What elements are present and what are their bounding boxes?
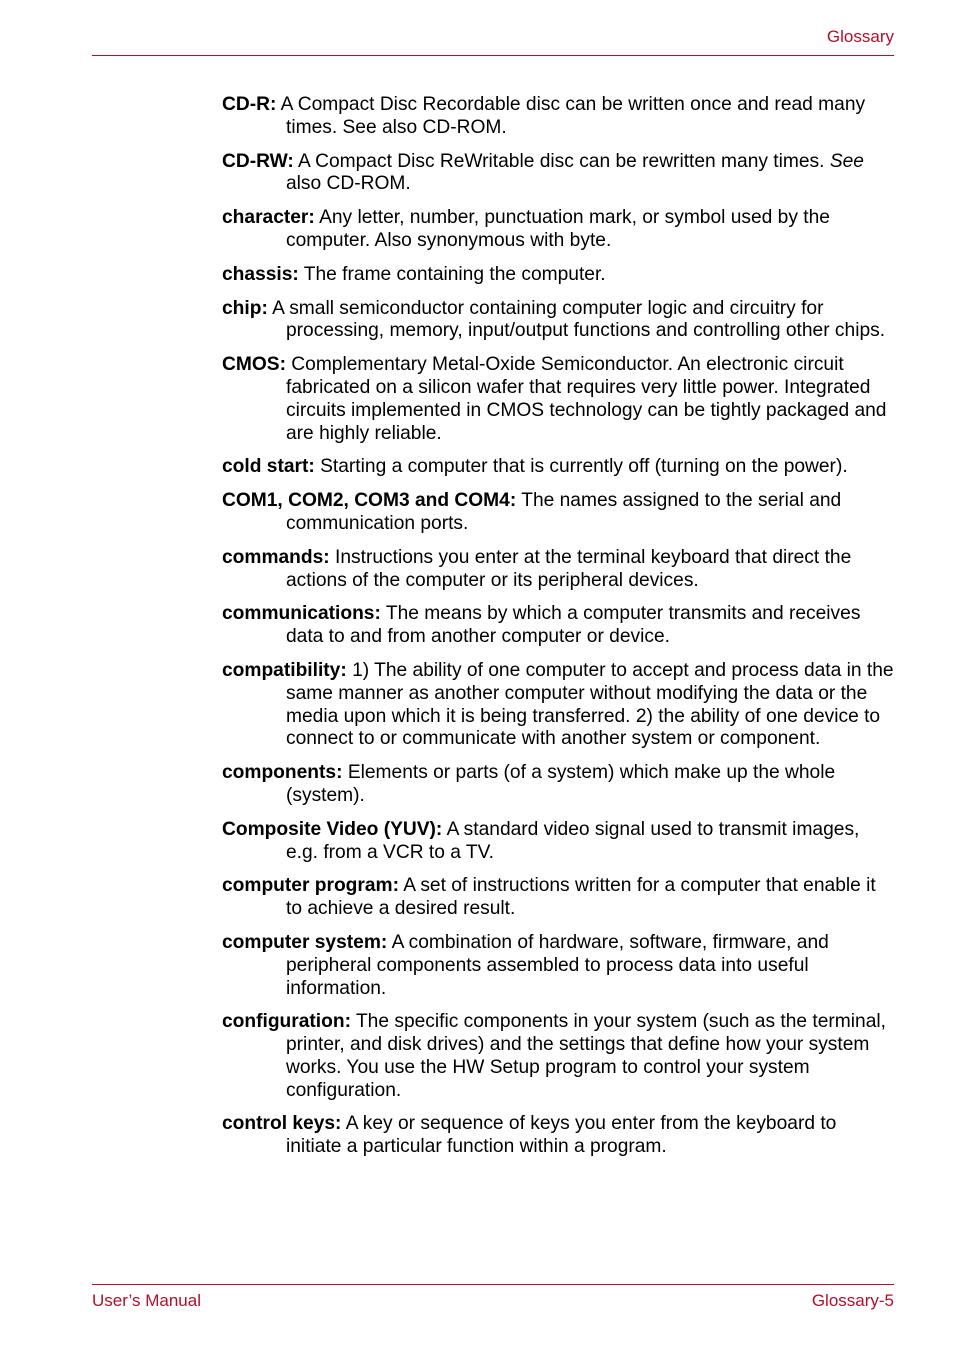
- entry-term: computer program:: [222, 875, 399, 897]
- glossary-entry: [222, 660, 894, 751]
- entry-definition: A key or sequence of keys you enter from the keyboard to initiate a particular function within a program.: [286, 1113, 837, 1158]
- glossary-entries: [222, 94, 894, 1170]
- entry-term: commands:: [222, 546, 330, 568]
- entry-term: CD-RW:: [222, 150, 294, 172]
- entry-definition: The means by which a computer transmits and receives data to and from another computer or device.: [286, 603, 861, 648]
- entry-definition: The frame containing the computer.: [303, 263, 606, 285]
- glossary-entry: [222, 298, 894, 344]
- entry-definition: A Compact Disc ReWritable disc can be rewritten many times.: [298, 150, 825, 172]
- entry-definition: A set of instructions written for a computer that enable it to achieve a desired result.: [286, 875, 876, 920]
- entry-definition: A combination of hardware, software, firmware, and peripheral components assembled to process data into useful information.: [286, 931, 829, 999]
- glossary-entry: [222, 490, 894, 536]
- glossary-entry: [222, 547, 894, 593]
- entry-definition: A standard video signal used to transmit images, e.g. from a VCR to a TV.: [286, 818, 860, 863]
- entry-term: components:: [222, 762, 343, 784]
- glossary-entry: [222, 603, 894, 649]
- entry-term: chassis:: [222, 263, 299, 285]
- glossary-entry: [222, 819, 894, 865]
- glossary-entry: [222, 932, 894, 1000]
- glossary-entry: [222, 762, 894, 808]
- entry-definition: 1) The ability of one computer to accept and process data in the same manner as another computer without modifying the data or the media upon which it is being transferred. 2) the ability of one device to connect to or communicate with another system or component.: [286, 659, 894, 750]
- entry-term: communications:: [222, 603, 381, 625]
- entry-definition: Instructions you enter at the terminal keyboard that direct the actions of the computer or its peripheral devices.: [286, 546, 852, 591]
- glossary-entry: [222, 264, 894, 287]
- header-rule: [92, 55, 894, 56]
- entry-term: computer system:: [222, 931, 388, 953]
- footer-manual-title: User’s Manual: [92, 1291, 201, 1310]
- footer-rule: [92, 1284, 894, 1285]
- entry-term: compatibility:: [222, 659, 347, 681]
- header-title: Glossary: [826, 27, 894, 46]
- entry-see-reference: See: [829, 150, 864, 172]
- glossary-entry: [222, 151, 894, 197]
- entry-definition: A small semiconductor containing computer logic and circuitry for processing, memory, input/output functions and controlling other chips.: [272, 297, 886, 342]
- entry-definition: A Compact Disc Recordable disc can be written once and read many times. See also CD-ROM.: [280, 94, 866, 138]
- glossary-entry: [222, 456, 894, 479]
- entry-definition: Elements or parts (of a system) which make up the whole (system).: [286, 762, 836, 806]
- entry-term: character:: [222, 207, 315, 229]
- entry-term: chip:: [222, 297, 268, 319]
- entry-term: COM1, COM2, COM3 and COM4:: [222, 490, 517, 512]
- entry-term: CD-R:: [222, 94, 277, 115]
- glossary-entry: [222, 875, 894, 921]
- entry-definition-continued: also CD-ROM.: [286, 173, 411, 195]
- entry-definition: Complementary Metal-Oxide Semiconductor. An electronic circuit fabricated on a silicon wafer that requires very little power. Integrated circuits implemented in CMOS technology can be tightly packaged and are highly reliable.: [286, 354, 887, 444]
- footer-page-number: Glossary-5: [811, 1291, 894, 1310]
- glossary-entry: [222, 207, 894, 253]
- entry-definition: The names assigned to the serial and communication ports.: [286, 490, 842, 534]
- entry-term: CMOS:: [222, 354, 286, 376]
- entry-term: configuration:: [222, 1011, 351, 1033]
- glossary-entry: [222, 94, 894, 140]
- entry-definition: The specific components in your system (such as the terminal, printer, and disk drives) and the settings that define how your system works. You use the HW Setup program to control your system configuration.: [286, 1011, 886, 1101]
- entry-term: cold start:: [222, 456, 315, 478]
- entry-term: control keys:: [222, 1113, 342, 1135]
- entry-term: Composite Video (YUV):: [222, 818, 443, 840]
- glossary-entry: [222, 354, 894, 445]
- glossary-entry: [222, 1011, 894, 1102]
- entry-definition: Any letter, number, punctuation mark, or symbol used by the computer. Also synonymous with byte.: [286, 207, 830, 251]
- glossary-entry: [222, 1113, 894, 1159]
- entry-definition: Starting a computer that is currently off (turning on the power).: [320, 456, 848, 478]
